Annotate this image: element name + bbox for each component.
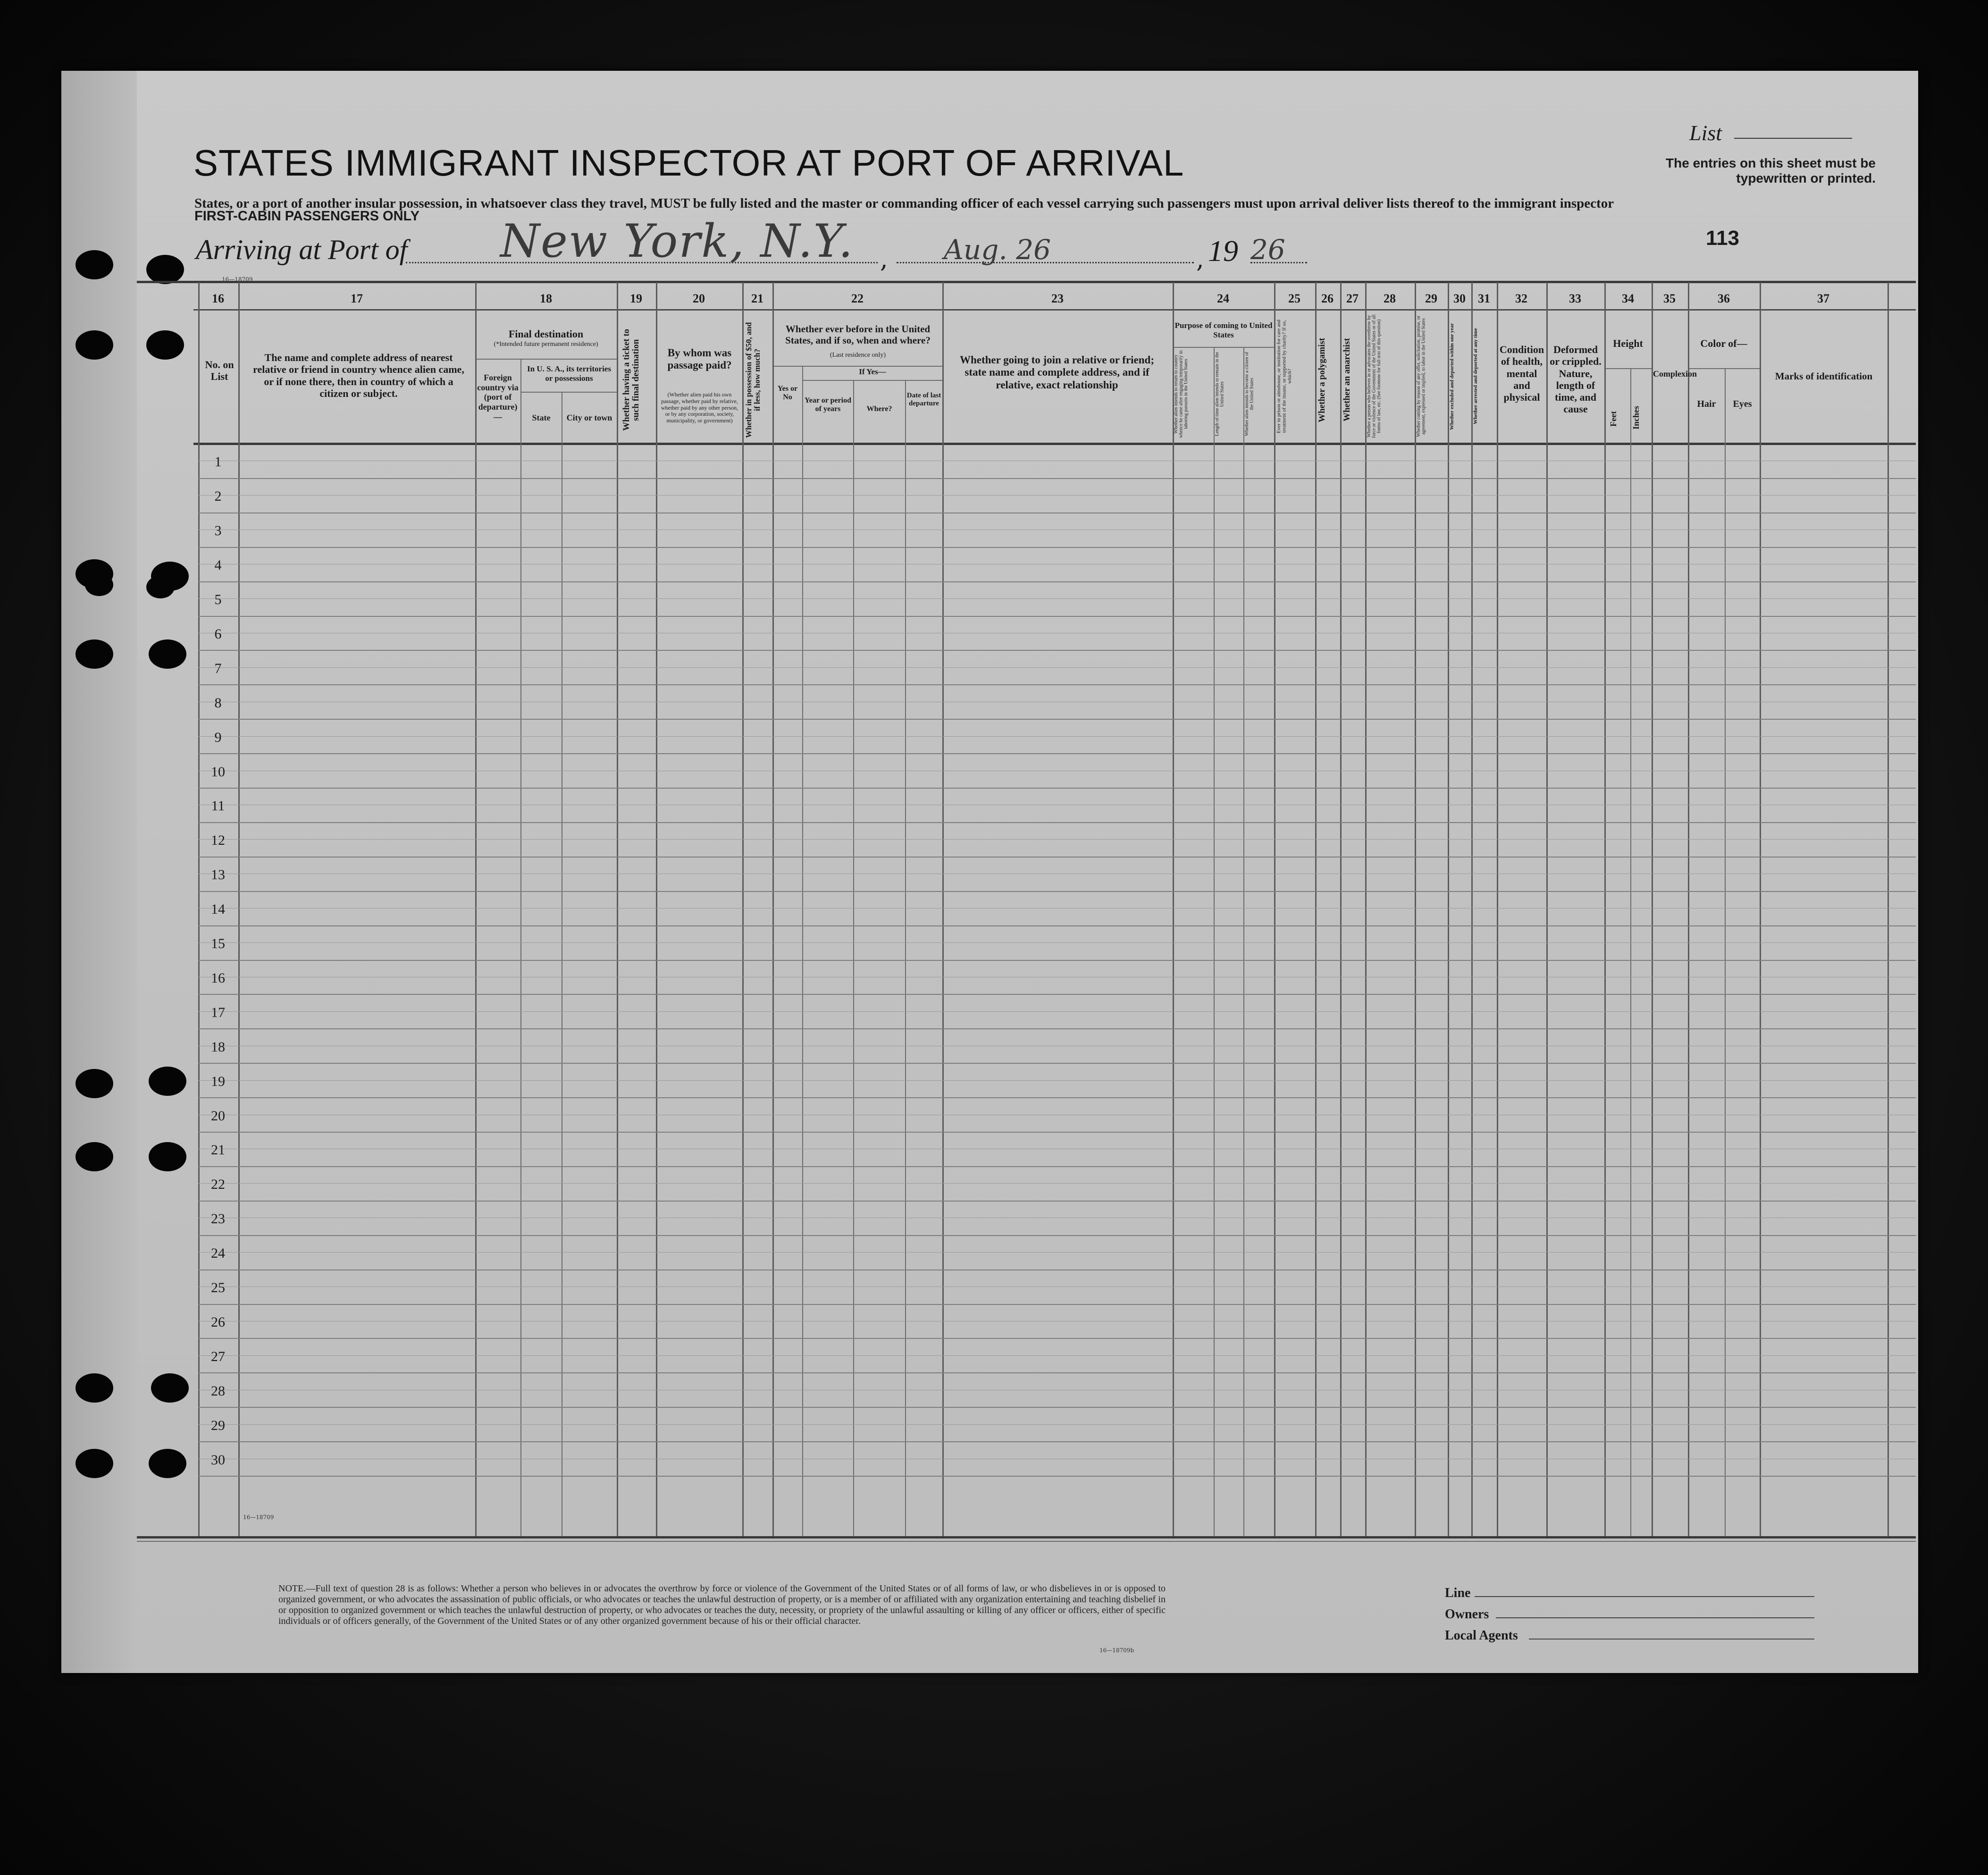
column-rule [1604,282,1606,1536]
header-foreign-country: Foreign country via (port of departure)— [477,373,519,421]
form-title: STATES IMMIGRANT INSPECTOR AT PORT OF ARRIVAL [193,142,1184,184]
row-rule [198,1304,1916,1305]
header-anarchist: Whether an anarchist [1342,338,1352,422]
column-rule [742,282,744,1536]
column-number: 21 [751,292,763,305]
header-complexion: Complexion [1653,369,1697,378]
header-excluded: Whether excluded and deported within one year [1449,323,1455,430]
column-number: 32 [1515,292,1527,305]
column-rule [1688,282,1689,1536]
column-rule [1546,282,1548,1536]
punch-hole [146,330,184,360]
punch-hole [75,330,113,360]
arriving-port-label: Arriving at Port of [196,234,408,265]
row-number: 22 [211,1177,225,1192]
row-rule [198,1441,1916,1442]
row-number: 12 [211,832,225,848]
header-final-destination: Final destination [508,328,584,340]
year-dotted-line [1250,262,1307,263]
punch-hole [75,1069,113,1098]
line-underline [1475,1596,1814,1597]
row-guide-rule [198,1252,1916,1253]
row-guide-rule [198,1183,1916,1184]
row-number: 15 [211,936,225,951]
row-number: 1 [214,454,222,470]
row-rule [198,1235,1916,1236]
header-polygamist: Whether a polygamist [1317,337,1327,422]
row-number: 4 [214,557,222,573]
column-number: 30 [1453,292,1466,305]
form-number: 16—18709 [222,276,253,283]
column-number: 37 [1817,292,1829,305]
row-rule [198,822,1916,823]
header-ever-before-in-us: Whether ever before in the United States, and if so, when and where? [785,323,931,346]
header-purpose-citizen: Whether alien intends to become a citizen of the United States [1244,352,1255,437]
owners-label: Owners [1445,1607,1489,1622]
subheader-rule [520,392,617,393]
row-guide-rule [198,1080,1916,1081]
instruction-text: States, or a port of another insular possession, in whatsoever class they travel, MUST be fully listed and the master or commanding officer of each vessel carrying such passengers must upon arrival deliver lists thereof to the immigrant inspector [194,196,1614,211]
header-if-yes: If Yes— [859,367,886,376]
header-prison: Ever in prison or almshouse, or institution for care and treatment of the insane, or supported by charity? If so, which? [1276,320,1293,433]
column-number: 16 [212,292,224,305]
row-rule [198,1407,1916,1408]
column-rule [905,380,906,1536]
form-number-bottom: 16—18709 [243,1514,274,1521]
column-number: 19 [630,292,642,305]
header-deformed: Deformed or crippled. Nature, length of time, and cause [1550,344,1602,415]
header-feet: Feet [1609,411,1618,427]
binding-margin [61,71,137,1673]
column-rule [1448,282,1449,1536]
column-rule [802,366,803,1536]
header-year-or-period: Year or period of years [805,396,851,413]
row-rule [198,1063,1916,1064]
column-rule [1760,282,1761,1536]
header-city-or-town: City or town [566,413,612,422]
column-rule [942,282,944,1536]
comma: , [1196,245,1204,274]
row-number: 14 [211,901,225,917]
column-number: 26 [1321,292,1334,305]
row-number: 24 [211,1245,225,1261]
column-number: 31 [1478,292,1490,305]
row-number: 18 [211,1039,225,1055]
header-arrested: Whether arrested and deported at any time [1473,328,1478,425]
row-rule [198,891,1916,892]
column-rule [1274,282,1275,1536]
punch-hole [75,639,113,669]
year-prefix: 19 [1208,234,1238,268]
column-rule [853,380,854,1536]
punch-hole [149,1449,186,1478]
row-number: 23 [211,1211,225,1227]
comma: , [880,245,888,274]
row-rule [198,1372,1916,1373]
column-number: 20 [693,292,705,305]
column-rule [1315,282,1317,1536]
column-number: 22 [851,292,864,305]
column-rule [1243,347,1244,1536]
date-handwritten-value: Aug. 26 [944,234,1051,266]
row-guide-rule [198,495,1916,496]
punch-hole [151,1373,189,1403]
row-number: 20 [211,1108,225,1124]
row-number: 5 [214,592,222,607]
local-agents-underline [1529,1639,1814,1640]
row-number: 17 [211,1005,225,1020]
header-date-last-departure: Date of last departure [906,392,941,408]
row-guide-rule [198,1286,1916,1287]
row-guide-rule [198,1355,1916,1356]
punch-hole [75,1142,113,1171]
column-rule [1887,282,1889,1536]
list-line [1734,138,1852,139]
header-hair: Hair [1697,399,1716,409]
row-rule [198,1028,1916,1029]
punch-hole [146,576,175,598]
row-rule [198,1097,1916,1098]
row-number: 7 [214,661,222,676]
header-inches: Inches [1631,406,1641,430]
entries-note: The entries on this sheet must be typewritten or printed. [1666,156,1876,185]
row-rule [198,650,1916,651]
row-number: 26 [211,1314,225,1330]
row-number: 28 [211,1383,225,1399]
row-guide-rule [198,598,1916,599]
header-purpose-return: Whether alien intends to return to country whence he came after engaging temporarily in laboring pursuits in the United States [1174,350,1189,438]
header-bottom-rule [193,443,1916,445]
header-in-usa: In U. S. A., its territories or possessions [527,364,611,383]
header-state: State [532,413,551,422]
subheader-rule [1688,368,1760,369]
column-number: 29 [1425,292,1437,305]
column-rule [617,282,618,1536]
column-rule [656,282,657,1536]
local-agents-label: Local Agents [1445,1628,1518,1643]
row-guide-rule [198,839,1916,840]
punch-hole [75,1449,113,1478]
table-top-rule [137,281,1916,283]
row-rule [198,1338,1916,1339]
header-passage-paid-note: (Whether alien paid his own passage, whether paid by relative, whether paid by any other person, or by any corporation, society, municipality, or government) [661,391,738,424]
row-rule [198,684,1916,685]
row-number: 2 [214,488,222,504]
punch-hole [149,1142,186,1171]
column-number-rule [193,309,1916,311]
row-guide-rule [198,667,1916,668]
row-number: 3 [214,523,222,538]
row-rule [198,581,1916,582]
row-rule [198,960,1916,961]
row-number: 11 [211,798,225,814]
row-rule [198,719,1916,720]
header-purpose: Purpose of coming to United States [1174,321,1273,339]
punch-hole [149,639,186,669]
header-marks: Marks of identification [1775,370,1873,382]
row-rule [198,547,1916,548]
column-number: 18 [540,292,552,305]
subheader-rule [1604,368,1652,369]
column-number: 35 [1663,292,1676,305]
column-rule [1497,282,1498,1536]
column-rule [1173,282,1174,1536]
sheet-number: 113 [1706,227,1739,250]
row-rule [198,1132,1916,1133]
row-rule [198,925,1916,926]
header-going-to-join: Whether going to join a relative or friend; state name and complete address, and if relative, exact relationship [959,354,1155,391]
row-number: 8 [214,695,222,711]
header-yes-or-no: Yes or No [777,385,798,402]
header-labor-offer: Whether coming by reason of any offer, solicitation, promise, or agreement, expressed or implied, to labor in the United States [1416,315,1426,437]
row-rule [198,1201,1916,1202]
row-number: 21 [211,1142,225,1158]
header-eyes: Eyes [1733,399,1752,409]
column-number: 28 [1384,292,1396,305]
row-number: 25 [211,1280,225,1295]
column-rule [1214,347,1215,1536]
header-fifty-dollars: Whether in possession of $50, and if less, how much? [744,322,762,438]
header-where: Where? [866,405,892,413]
header-nearest-relative: The name and complete address of nearest relative or friend in country whence alien came, or if none there, then in country of which a citizen or subject. [253,352,464,399]
passenger-class: FIRST-CABIN PASSENGERS ONLY [194,209,419,224]
row-rule [198,753,1916,754]
row-number: 9 [214,730,222,745]
header-question-28: Whether a person who believes in or advocates the overthrow by force or violence of the Government of the United States or of all forms of law, etc. (See footnote for full text of this question) [1367,314,1382,438]
row-guide-rule [198,942,1916,943]
punch-hole [75,1373,113,1403]
column-rule [1365,282,1367,1536]
column-rule [475,282,477,1536]
row-guide-rule [198,1424,1916,1425]
row-rule [198,994,1916,995]
row-number: 13 [211,867,225,883]
punch-hole [146,255,184,284]
row-number: 10 [211,764,225,780]
column-rule [1471,282,1473,1536]
column-number: 34 [1622,292,1634,305]
subheader-rule [475,359,617,360]
column-rule [772,282,774,1536]
row-number: 19 [211,1074,225,1089]
column-rule [1652,282,1653,1536]
row-number: 27 [211,1349,225,1364]
row-rule [198,478,1916,479]
header-height: Height [1613,337,1643,349]
column-number: 17 [351,292,363,305]
line-label: Line [1445,1586,1471,1600]
header-ticket: Whether having a ticket to such final destination [621,328,641,431]
row-rule [198,788,1916,789]
row-rule [198,616,1916,617]
subheader-rule [802,380,942,381]
owners-underline [1496,1617,1814,1618]
row-number: 16 [211,970,225,986]
subheader-rule [772,366,942,367]
column-number: 24 [1217,292,1229,305]
list-label: List [1689,121,1722,145]
column-rule [520,359,521,1536]
footnote-question-28: NOTE.—Full text of question 28 is as follows: Whether a person who believes in or advocates the overthrow by force or violence of the Government of the United States or of all forms of law, or who disbelieves in or is opposed to organized government, or who advocates the assassination of public officials, or who advocates or teaches the unlawful destruction of property, or is a member of or affiliated with any organization entertaining and teaching disbelief in or opposition to organized government or which teaches the unlawful destruction of property, or who advocates or teaches the duty, necessity, or propriety of the unlawful assaulting or killing of any officer or officers, either of specific individuals or of officers generally, of the Government of the United States or of any other organized government because of his or their official character. [278,1583,1166,1626]
row-number: 30 [211,1452,225,1468]
row-guide-rule [198,736,1916,737]
column-rule [1340,282,1342,1536]
column-rule [238,282,240,1536]
row-number: 6 [214,626,222,642]
column-number: 27 [1346,292,1359,305]
subheader-rule [1173,347,1274,348]
row-rule [198,857,1916,858]
header-condition: Condition of health, mental and physical [1499,344,1544,404]
punch-hole [149,1067,186,1096]
row-number: 29 [211,1418,225,1433]
form-number-note: 16—18709b [1099,1647,1134,1654]
punch-hole [75,250,113,279]
manifest-sheet [61,71,1918,1673]
table-bottom-rule [137,1541,1916,1542]
table-bottom-rule [137,1536,1916,1539]
column-number: 23 [1051,292,1064,305]
header-color-of: Color of— [1700,337,1747,349]
punch-hole [85,573,113,596]
column-number: 36 [1718,292,1730,305]
row-rule [198,1166,1916,1167]
header-no-on-list: No. on List [205,359,234,383]
column-number: 25 [1288,292,1300,305]
header-passage-paid: By whom was passage paid? [667,347,732,371]
column-rule [1725,368,1726,1536]
year-handwritten-value: 26 [1250,234,1285,266]
row-guide-rule [198,1011,1916,1012]
column-rule [1630,368,1631,1536]
header-last-residence: (Last residence only) [830,352,886,359]
port-handwritten-value: New York, N.Y. [500,215,854,268]
header-final-destination-note: (*Intended future permanent residence) [494,341,598,348]
column-number: 33 [1569,292,1581,305]
row-rule [198,1476,1916,1477]
header-purpose-length: Length of time alien intends to remain in the United States [1215,352,1225,437]
column-rule [1415,282,1416,1536]
